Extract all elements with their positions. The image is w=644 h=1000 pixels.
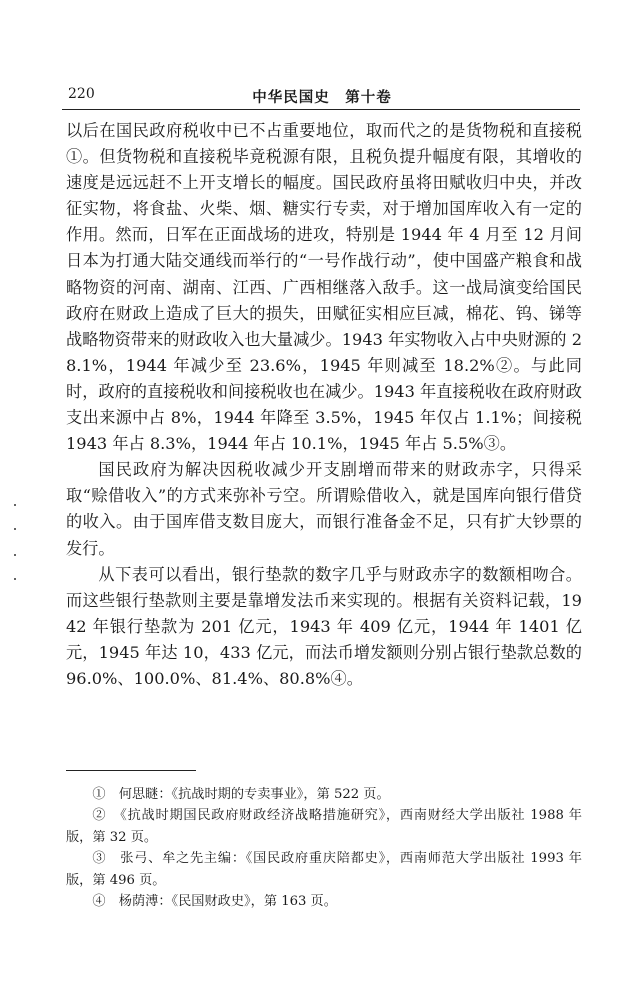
footnote-2: ② 《抗战时期国民政府财政经济战略措施研究》，西南财经大学出版社 1988 年版，第 32 页。 — [66, 808, 582, 845]
paragraph-2: 国民政府为解决因税收减少开支剧增而带来的财政赤字，只得采取“赊借收入”的方式来弥补亏空。所谓赊借收入，就是国库向银行借贷的收入。由于国库借支数目庞大，而银行准备金不足，只有扩大钞票的发行。 — [66, 460, 582, 558]
body-text — [66, 118, 582, 692]
margin-dot — [14, 528, 16, 530]
margin-marks — [14, 504, 18, 580]
margin-dot — [14, 578, 16, 580]
footnote-3: ③ 张弓、牟之先主编：《国民政府重庆陪都史》，西南师范大学出版社 1993 年版，第 496 页。 — [66, 851, 582, 888]
footnote-1: ① 何思瞇：《抗战时期的专卖事业》，第 522 页。 — [92, 787, 390, 802]
footnotes — [66, 784, 582, 912]
margin-dot — [14, 554, 16, 556]
footnote-4: ④ 杨荫溥：《民国财政史》，第 163 页。 — [92, 894, 337, 910]
page-header — [62, 86, 582, 108]
footnote-rule — [66, 770, 196, 771]
header-rule — [62, 109, 580, 110]
paragraph-1: 以后在国民政府税收中已不占重要地位，取而代之的是货物税和直接税①。但货物税和直接税毕竟税源有限，且税负提升幅度有限，其增收的速度是远远赶不上开支增长的幅度。国民政府虽将田赋收归中央，并改征实物，将食盐、火柴、烟、糖实行专卖，对于增加国库收入有一定的作用。然而，日军在正面战场的进攻，特别是 1944 年 4 月至 12 月间日本为打通大陆交通线而举行的“一号作战行动”，使中国盛产粮食和战略物资的河南、湖南、江西、广西相继落入敌手。这一战局演变给国民政府在财政上造成了巨大的损失，田赋征实相应巨减，棉花、钨、锑等战略物资带来的财政收入也大量减少。1943 年实物收入占中央财源的 28.1%，1944 年减少至 23.6%，1945 年则减至 18.2%②。与此同时，政府的直接税收和间接税收也在减少。1943 年直接税收在政府财政支出来源中占 8%，1944 年降至 3.5%，1945 年仅占 1.1%；间接税 1943 年占 8.3%，1944 年占 10.1%，1945 年占 5.5%③。 — [66, 121, 582, 454]
margin-dot — [14, 504, 16, 506]
page-number: 220 — [68, 86, 95, 102]
running-title: 中华民国史 第十卷 — [252, 89, 392, 106]
paragraph-3: 从下表可以看出，银行垫款的数字几乎与财政赤字的数额相吻合。而这些银行垫款则主要是靠增发法币来实现的。根据有关资料记载，1942 年银行垫款为 201 亿元，1943 年 409 亿元，1944 年 1401 亿元，1945 年达 10，433 亿元，而法币增发额则分别占银行垫款总数的 96.0%、100.0%、81.4%、80.8%④。 — [66, 564, 582, 688]
